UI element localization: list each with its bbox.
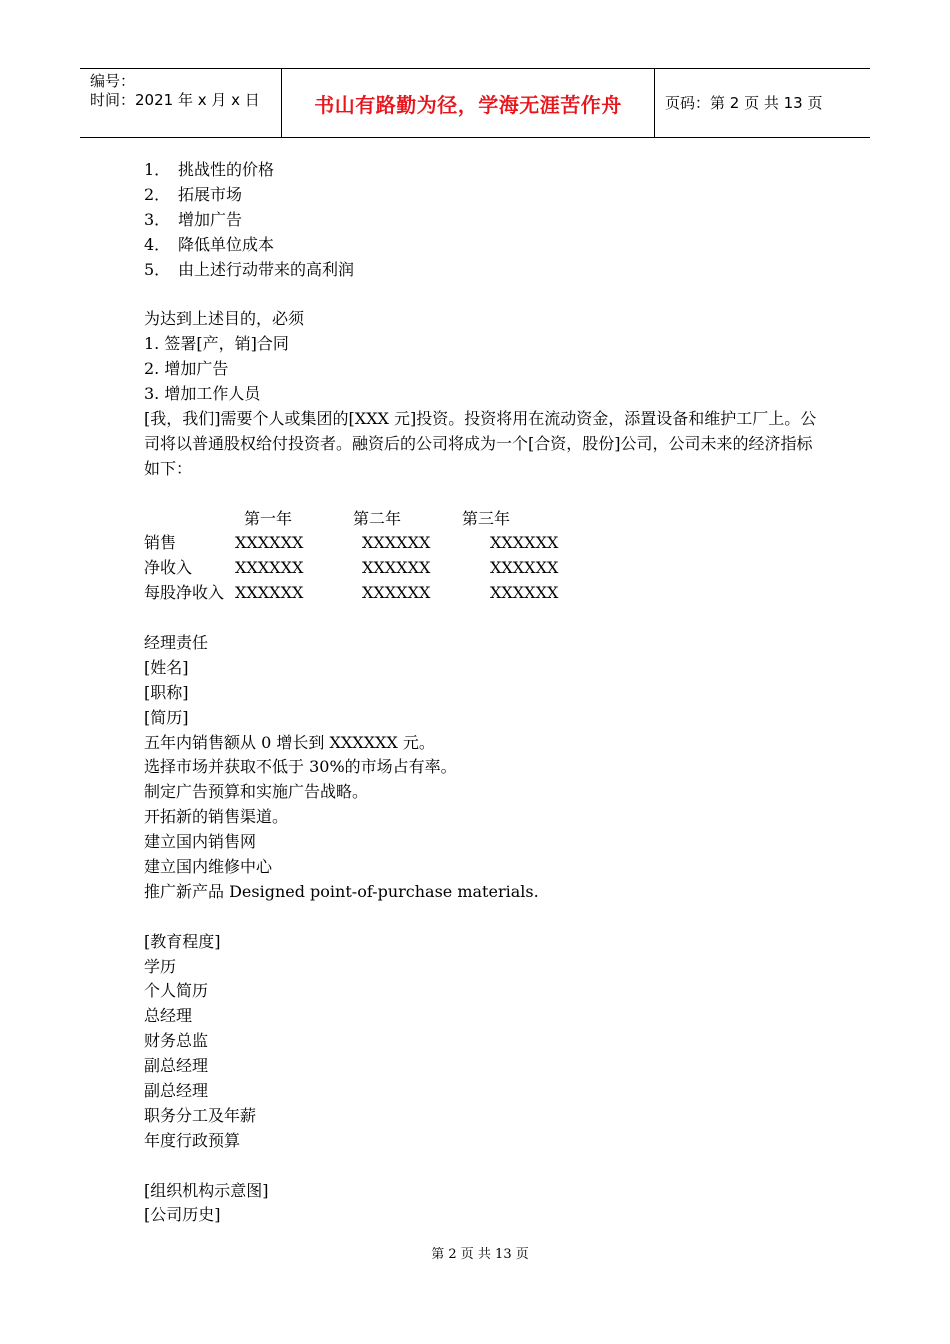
page-footer: 第 2 页 共 13 页	[431, 1247, 529, 1262]
requirements-intro: 为达到上述目的，必须	[144, 309, 305, 329]
table-cell: XXXXXX	[490, 583, 559, 603]
table-header: 第一年	[244, 508, 293, 528]
text-line: 职务分工及年薪	[144, 1105, 257, 1125]
table-cell: XXXXXX	[362, 533, 431, 553]
text-line: 建立国内维修中心	[144, 856, 273, 876]
row-label: 净收入	[144, 558, 193, 578]
text-line: 年度行政预算	[144, 1130, 241, 1150]
page-header	[80, 68, 870, 138]
list-item: 1. 签署[产，销]合同	[144, 334, 289, 354]
text-line: 财务总监	[144, 1031, 209, 1051]
list-item: 2． 拓展市场	[144, 184, 243, 204]
section-heading: [组织机构示意图]	[144, 1180, 269, 1200]
table-header-row	[144, 507, 824, 532]
list-item: 2. 增加广告	[144, 359, 229, 379]
table-cell: XXXXXX	[235, 558, 304, 578]
financial-table	[144, 507, 824, 607]
table-row	[144, 531, 824, 556]
table-cell: XXXXXX	[362, 558, 431, 578]
text-line: [公司历史]	[144, 1205, 221, 1225]
page-info: 页码：第 2 页 共 13 页	[665, 94, 823, 112]
text-line: 副总经理	[144, 1056, 209, 1076]
org-section	[144, 1179, 824, 1229]
date-text: 时间：2021 年 x 月 x 日	[90, 91, 260, 109]
table-cell: XXXXXX	[235, 533, 304, 553]
text-line: 开拓新的销售渠道。	[144, 807, 289, 827]
table-cell: XXXXXX	[490, 558, 559, 578]
table-cell: XXXXXX	[362, 583, 431, 603]
text-line: 副总经理	[144, 1081, 209, 1100]
serial-label: 编号：	[90, 72, 136, 90]
text-line: 建立国内销售网	[144, 832, 257, 852]
section-heading: [教育程度]	[144, 931, 221, 951]
row-label: 销售	[144, 533, 177, 553]
header-page-cell	[655, 69, 870, 137]
text-line: 选择市场并获取不低于 30%的市场占有率。	[144, 757, 457, 777]
text-line: [简历]	[144, 707, 189, 727]
list-item: 1． 挑战性的价格	[144, 160, 275, 179]
text-line: [姓名]	[144, 657, 189, 677]
table-row	[144, 556, 824, 581]
text-line: 学历	[144, 956, 177, 976]
list-item: 4． 降低单位成本	[144, 234, 275, 254]
header-meta-cell	[80, 69, 280, 137]
manager-section	[144, 631, 824, 905]
table-header: 第二年	[353, 508, 402, 528]
document-body	[144, 158, 824, 1228]
text-line: 总经理	[144, 1006, 193, 1026]
goals-list	[144, 158, 824, 282]
education-section	[144, 930, 824, 1154]
list-item: 5． 由上述行动带来的高利润	[144, 259, 355, 279]
section-heading: 经理责任	[144, 632, 209, 652]
table-cell: XXXXXX	[235, 583, 304, 603]
text-line: [职称]	[144, 682, 189, 702]
list-item: 3． 增加广告	[144, 209, 243, 229]
row-label: 每股净收入	[144, 583, 225, 603]
text-line: 个人简历	[144, 981, 209, 1001]
header-motto-cell	[281, 69, 655, 137]
text-line: 推广新产品 Designed point-of-purchase materials.	[144, 881, 539, 901]
text-line: 五年内销售额从 0 增长到 XXXXXX 元。	[144, 732, 435, 752]
text-line: 制定广告预算和实施广告战略。	[144, 782, 369, 802]
table-row	[144, 581, 824, 606]
table-cell: XXXXXX	[490, 533, 559, 553]
motto-text: 书山有路勤为径，学海无涯苦作舟	[314, 93, 622, 117]
table-header: 第三年	[462, 508, 511, 528]
investment-paragraph: [我，我们]需要个人或集团的[XXX 元]投资。投资将用在流动资金，添置设备和维护工厂上。公司将以普通股权给付投资者。融资后的公司将成为一个[合资，股份]公司，公司未来的经济指标如下：	[144, 408, 817, 478]
list-item: 3. 增加工作人员	[144, 384, 261, 404]
